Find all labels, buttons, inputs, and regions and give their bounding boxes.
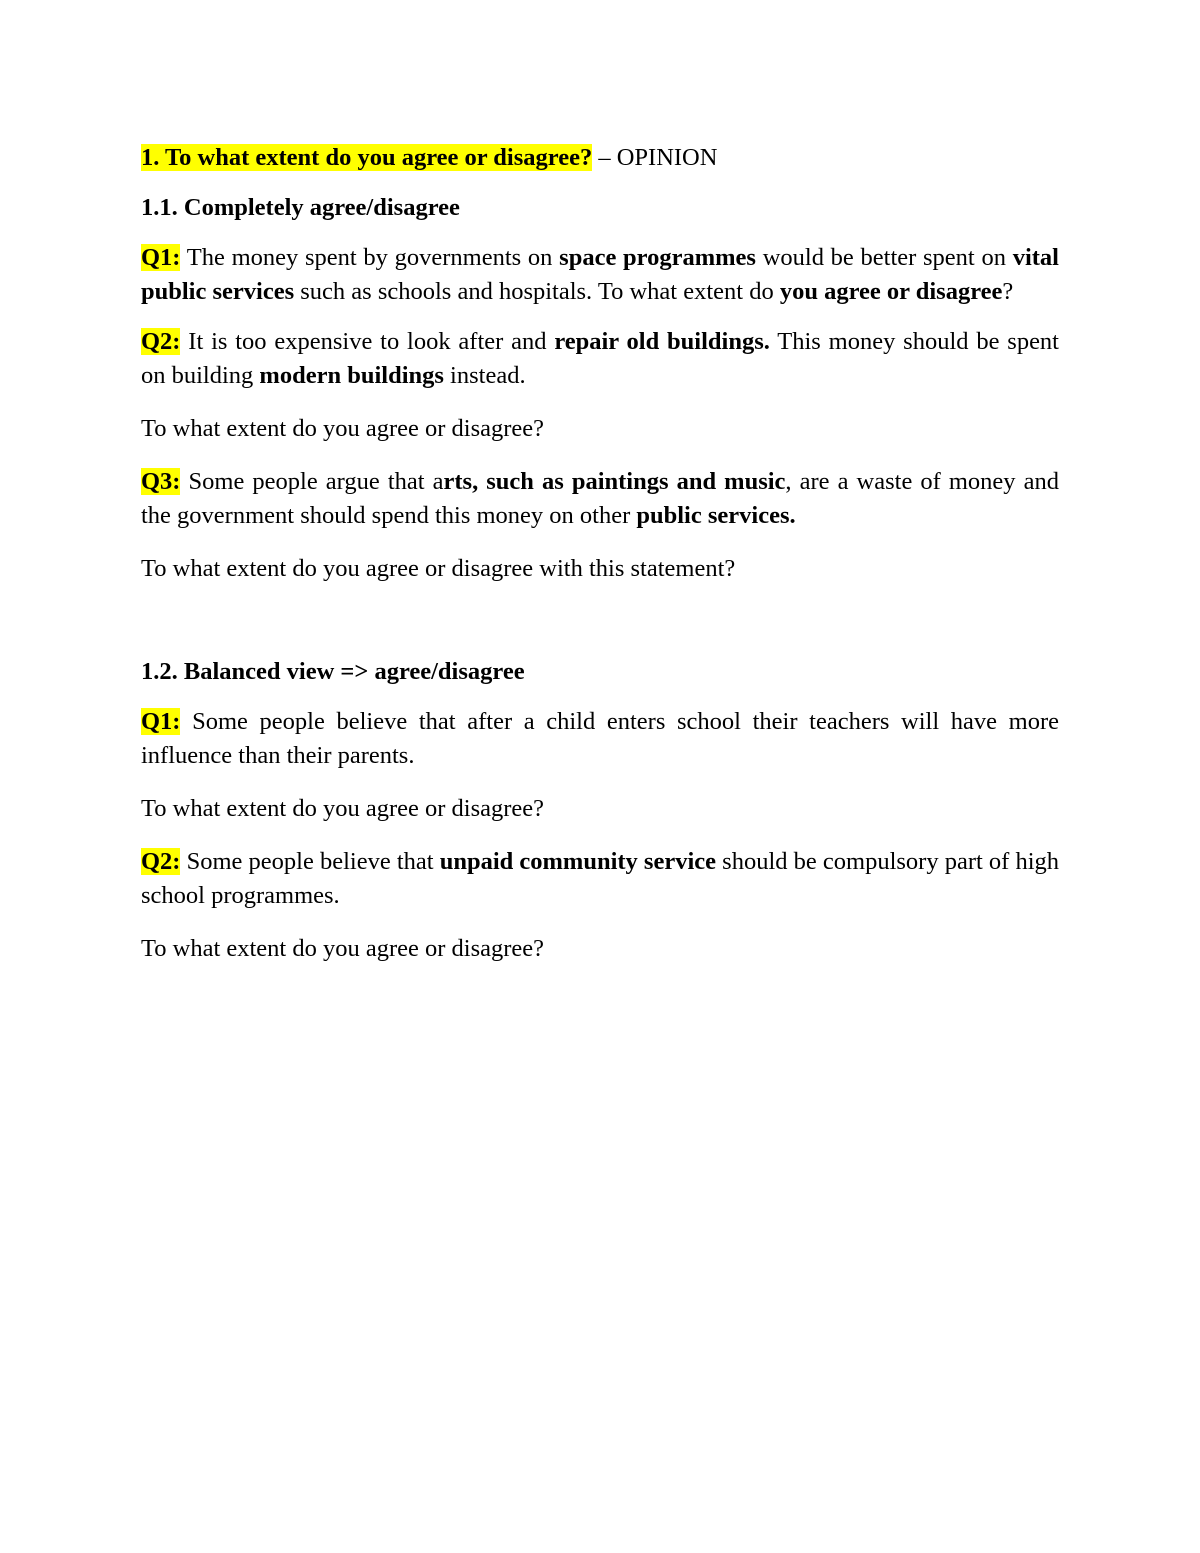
section-1-1-q2-prompt: To what extent do you agree or disagree? xyxy=(141,415,545,442)
q1-bold-1: space programmes xyxy=(559,244,756,271)
section-1-title xyxy=(141,141,1059,175)
s12-q2-text-2: should be compulsory part of high school programmes. xyxy=(141,848,1060,909)
section-1-2-q2-prompt: To what extent do you agree or disagree? xyxy=(141,935,545,962)
s12-q1-text: Some people believe that after a child enters school their teachers will have more influence than their parents. xyxy=(141,708,1059,769)
q3-label: Q3: xyxy=(141,468,181,495)
q1-bold-3: you agree or disagree xyxy=(779,278,1003,305)
q2-text-1: It is too expensive to look after and xyxy=(180,328,555,355)
section-1-title-suffix: – OPINION xyxy=(592,144,718,171)
section-1-title-highlight: 1. To what extent do you agree or disagree? xyxy=(141,144,593,171)
s12-q2-text-1: Some people believe that xyxy=(180,848,440,875)
section-1-1-heading: 1.1. Completely agree/disagree xyxy=(141,194,460,221)
section-1-2-heading: 1.2. Balanced view => agree/disagree xyxy=(141,658,525,685)
q3-bold-1: rts, such as paintings and music xyxy=(443,468,786,495)
q1-text-1: The money spent by governments on xyxy=(180,244,560,271)
s12-q2-label: Q2: xyxy=(141,848,181,875)
q1-label: Q1: xyxy=(141,244,181,271)
q3-bold-2: public services. xyxy=(636,502,796,529)
q2-label: Q2: xyxy=(141,328,181,355)
q2-text-3: instead. xyxy=(443,362,526,389)
q2-bold-1: repair old buildings. xyxy=(554,328,770,355)
q3-text-1: Some people argue that a xyxy=(180,468,444,495)
section-1-2-q1-prompt: To what extent do you agree or disagree? xyxy=(141,795,545,822)
section-1-2-q1 xyxy=(141,705,1059,773)
section-1-1-q2 xyxy=(141,325,1059,393)
s12-q1-label: Q1: xyxy=(141,708,181,735)
q3-text-2: , are a waste of money and the government should spend this money on other xyxy=(141,468,1059,529)
q1-text-4: ? xyxy=(1002,278,1014,305)
section-1-1-q1 xyxy=(141,241,1059,309)
s12-q2-bold-1: unpaid community service xyxy=(439,848,717,875)
q1-text-2: would be better spent on xyxy=(755,244,1013,271)
q2-bold-2: modern buildings xyxy=(259,362,444,389)
q2-text-2: This money should be spent on building xyxy=(141,328,1059,389)
section-1-2-q2 xyxy=(141,845,1059,913)
q1-bold-2: vital public services xyxy=(141,244,1059,305)
document-page xyxy=(141,141,1059,966)
section-1-1-q3 xyxy=(141,465,1059,533)
q1-text-3: such as schools and hospitals. To what extent do xyxy=(294,278,780,305)
section-1-1-q3-prompt: To what extent do you agree or disagree with this statement? xyxy=(141,555,736,582)
